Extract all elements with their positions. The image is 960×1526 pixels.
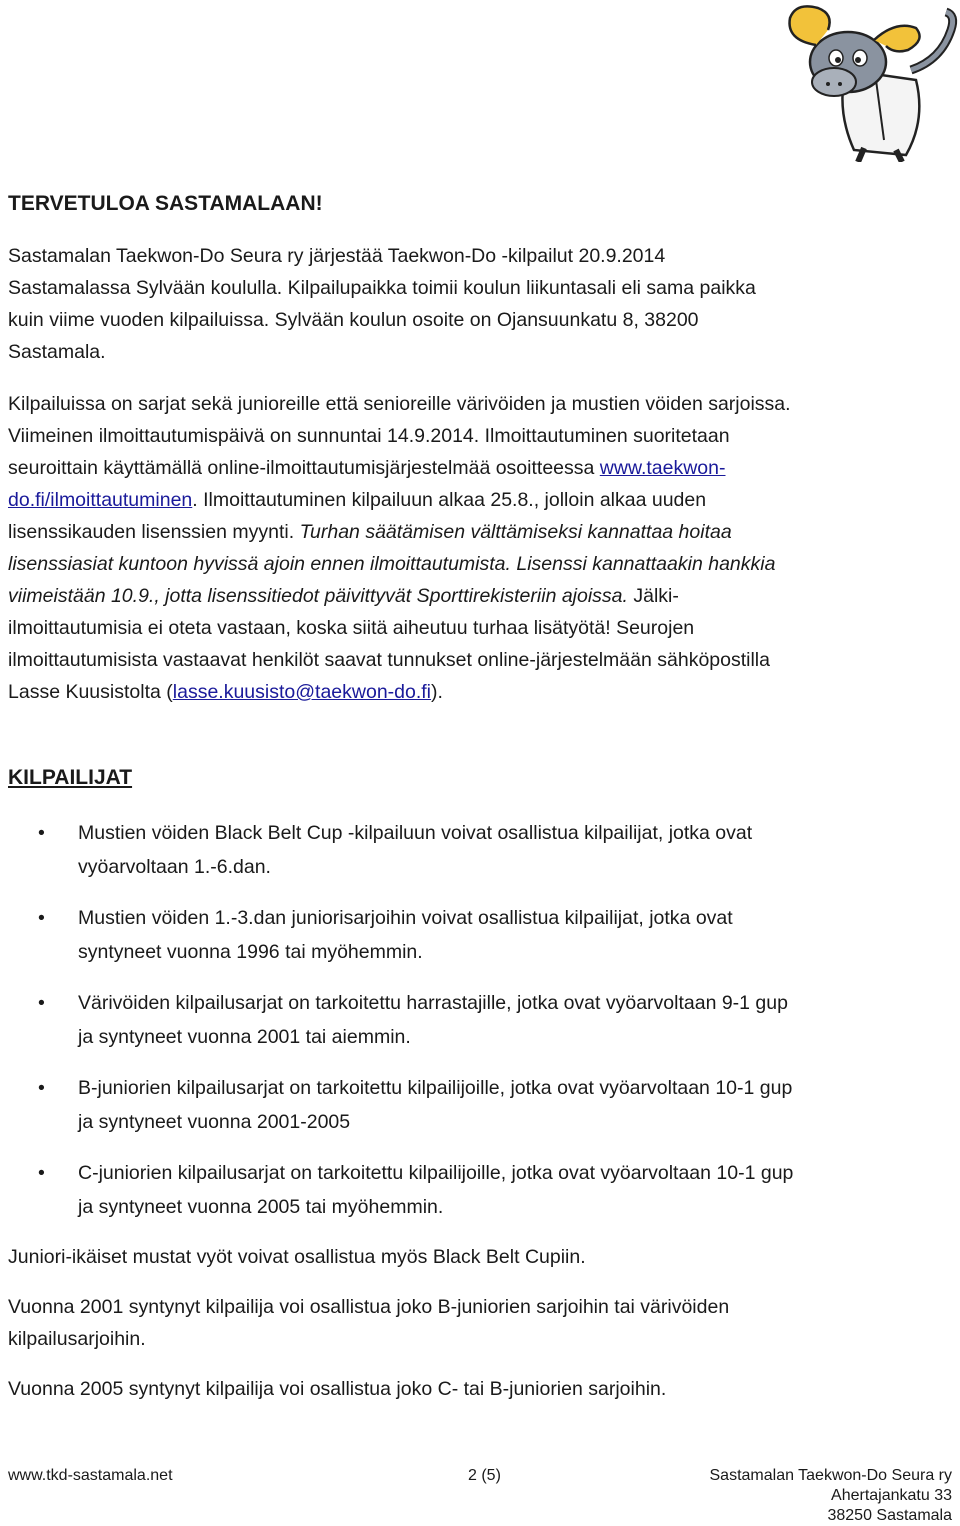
competitors-heading: KILPAILIJAT (8, 766, 133, 789)
bullet-icon: • (38, 1162, 45, 1184)
ram-mascot-icon (776, 0, 960, 162)
bullet-icon: • (38, 1077, 45, 1099)
list-item: • C-juniorien kilpailusarjat on tarkoitettu kilpailijoille, jotka ovat vyöarvoltaan 10-1 gup ja syntyneet vuonna 2005 tai myöhemmin. (8, 1156, 952, 1224)
list-item: • B-juniorien kilpailusarjat on tarkoitettu kilpailijoille, jotka ovat vyöarvoltaan 10-1 gup ja syntyneet vuonna 2001-2005 (8, 1071, 952, 1139)
notes (8, 1241, 952, 1405)
note-2005: Vuonna 2005 syntynyt kilpailija voi osallistua joko C- tai B-juniorien sarjoihin. (8, 1378, 667, 1400)
list-item: • Mustien vöiden 1.-3.dan juniorisarjoihin voivat osallistua kilpailijat, jotka ovat syntyneet vuonna 1996 tai myöhemmin. (8, 901, 952, 969)
competitors-list (8, 816, 952, 1224)
email-link[interactable]: lasse.kuusisto@taekwon-do.fi (172, 681, 432, 703)
footer-address: Sastamalan Taekwon-Do Seura ry Ahertajankatu 33 38250 Sastamala (709, 1467, 952, 1524)
intro-paragraph: Sastamalan Taekwon-Do Seura ry järjestää Taekwon-Do -kilpailut 20.9.2014 Sastamalassa Sylvään koululla. Kilpailupaikka toimii koulun liikuntasali eli sama paikka kuin viime vuoden kilpailuissa. Sylvään koulun osoite on Ojansuunkatu 8, 38200 Sastamala. (8, 245, 756, 363)
list-item: • Värivöiden kilpailusarjat on tarkoitettu harrastajille, jotka ovat vyöarvoltaan 9-1 gup ja syntyneet vuonna 2001 tai aiemmin. (8, 986, 952, 1054)
document-body (8, 190, 952, 1423)
bullet-icon: • (38, 822, 45, 844)
note-2001: Vuonna 2001 syntynyt kilpailija voi osallistua joko B-juniorien sarjoihin tai värivöiden kilpailusarjoihin. (8, 1296, 730, 1350)
note-black-belt: Juniori-ikäiset mustat vyöt voivat osallistua myös Black Belt Cupiin. (8, 1246, 586, 1268)
bullet-icon: • (38, 907, 45, 929)
registration-paragraph: Kilpailuissa on sarjat sekä junioreille että senioreille värivöiden ja mustien vöiden sarjoissa. Viimeinen ilmoittautumispäivä on sunnuntai 14.9.2014. Ilmoittautuminen suoritetaan seuroittain käyttämällä online-ilmoittautumisjärjestelmää osoitteessa www.taekwon- do.fi/ilmoittautuminen. Ilmoittautuminen kilpailuun alkaa 25.8., jolloin alkaa uuden lisenssikauden lisenssien myynti. Turhan säätämisen välttämiseksi kannattaa hoitaa lisenssiasiat kuntoon hyvissä ajoin ennen ilmoittautumista. Lisenssi kannattaakin hankkia viimeistään 10.9., jotta lisenssitiedot päivittyvät Sporttirekisteriin ajoissa. Jälki- ilmoittautumisia ei oteta vastaan, koska siitä aiheutuu turhaa lisätyötä! Seurojen ilmoittautumisista vastaavat henkilöt saavat tunnukset online-järjestelmään sähköpostilla Lasse Kuusistolta (lasse.kuusisto@taekwon-do.fi). (8, 393, 791, 703)
footer-website: www.tkd-sastamala.net (8, 1467, 173, 1484)
footer-page-number: 2 (5) (468, 1467, 501, 1484)
bullet-icon: • (38, 992, 45, 1014)
list-item: • Mustien vöiden Black Belt Cup -kilpailuun voivat osallistua kilpailijat, jotka ovat vyöarvoltaan 1.-6.dan. (8, 816, 952, 884)
license-note: Turhan säätämisen välttämiseksi kannattaa hoitaa lisenssiasiat kuntoon hyvissä ajoin ennen ilmoittautumista. Lisenssi kannattaakin hankkia viimeistään 10.9., jotta lisenssitiedot päivittyvät Sporttirekisteriin ajoissa. (8, 521, 776, 607)
registration-link[interactable]: www.taekwon- do.fi/ilmoittautuminen (8, 457, 726, 511)
page-title: TERVETULOA SASTAMALAAN! (8, 192, 323, 215)
